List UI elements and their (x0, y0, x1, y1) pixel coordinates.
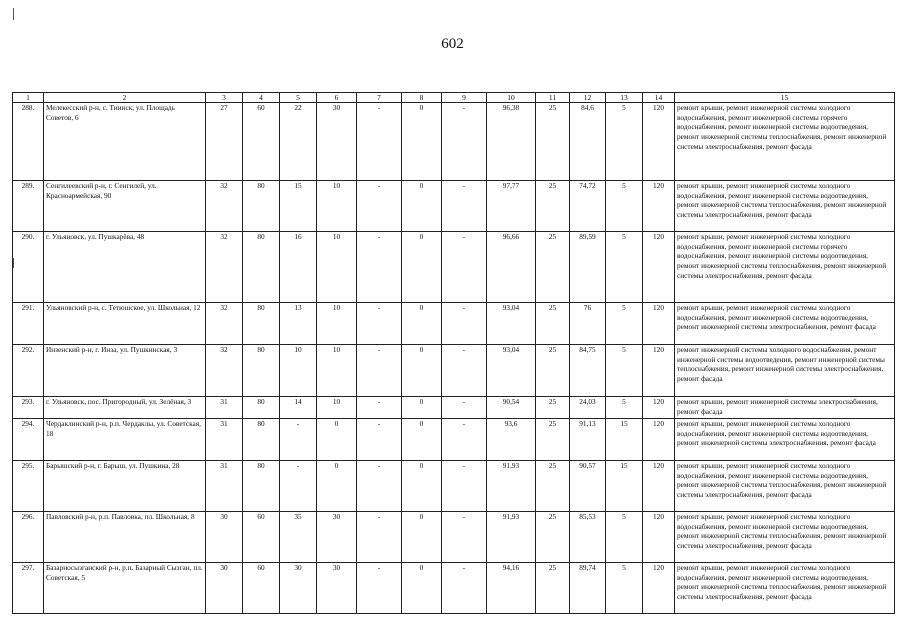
table-cell: 5 (606, 303, 643, 345)
table-cell: 25 (536, 303, 570, 345)
table-cell: 35 (280, 512, 317, 563)
table-cell: 94,16 (487, 563, 536, 614)
column-header: 9 (442, 93, 487, 103)
works-cell: ремонт инженерной системы холодного водоснабжения, ремонт инженерной системы водоотведения, ремонт инженерной системы теплоснабжения, ремонт инженерной системы электроснабжения, ремонт фасада (675, 345, 895, 397)
table-cell: 80 (243, 461, 280, 512)
table-row (13, 303, 895, 345)
table-cell: 5 (606, 512, 643, 563)
address-cell: Барышский р-н, г. Барыш, ул. Пушкина, 28 (44, 461, 206, 512)
works-cell: ремонт крыши, ремонт инженерной системы электроснабжения, ремонт фасада (675, 397, 895, 419)
column-header: 7 (357, 93, 402, 103)
column-header: 4 (243, 93, 280, 103)
table-cell: - (442, 232, 487, 303)
table-cell: 10 (317, 181, 357, 232)
table-cell: 90,54 (487, 397, 536, 419)
table-cell: 0 (317, 419, 357, 461)
table-cell: 0 (402, 397, 442, 419)
page-number: 602 (441, 36, 464, 52)
column-header: 11 (536, 93, 570, 103)
table-cell: 91,93 (487, 512, 536, 563)
table-cell: 0 (317, 461, 357, 512)
table-cell: 30 (317, 103, 357, 181)
column-header: 14 (643, 93, 675, 103)
table-cell: 120 (643, 563, 675, 614)
address-cell: Чердаклинский р-н, р.п. Чердаклы, ул. Советская, 18 (44, 419, 206, 461)
table-cell: 84,6 (570, 103, 606, 181)
table-cell: 31 (206, 397, 243, 419)
address-cell: г. Ульяновск, пос. Пригородный, ул. Зелёная, 3 (44, 397, 206, 419)
table-cell: 80 (243, 345, 280, 397)
table-cell: 60 (243, 103, 280, 181)
table-cell: 93,04 (487, 303, 536, 345)
row-number: 290. (13, 232, 44, 303)
table-cell: 0 (402, 103, 442, 181)
table-cell: - (357, 563, 402, 614)
table-cell: 76 (570, 303, 606, 345)
table-cell: 10 (317, 397, 357, 419)
table-cell: 25 (536, 232, 570, 303)
table-cell: 120 (643, 232, 675, 303)
row-number: 295. (13, 461, 44, 512)
row-number: 294. (13, 419, 44, 461)
column-header: 8 (402, 93, 442, 103)
table-cell: - (357, 419, 402, 461)
table-cell: 120 (643, 461, 675, 512)
table-cell: 30 (317, 512, 357, 563)
table-cell: 31 (206, 419, 243, 461)
table-cell: - (442, 563, 487, 614)
table-cell: 25 (536, 419, 570, 461)
table-cell: 32 (206, 345, 243, 397)
column-header: 10 (487, 93, 536, 103)
repair-table (12, 92, 895, 614)
table-cell: 74,72 (570, 181, 606, 232)
column-header: 2 (44, 93, 206, 103)
table-cell: - (357, 303, 402, 345)
table-cell: - (357, 181, 402, 232)
table-cell: - (357, 397, 402, 419)
works-cell: ремонт крыши, ремонт инженерной системы холодного водоснабжения, ремонт инженерной системы водоотведения, ремонт инженерной системы теплоснабжения, ремонт инженерной системы электроснабжения, ремонт фасада (675, 563, 895, 614)
table-row (13, 232, 895, 303)
table-cell: 80 (243, 419, 280, 461)
table-cell: 84,75 (570, 345, 606, 397)
table-cell: 5 (606, 345, 643, 397)
table-cell: 5 (606, 563, 643, 614)
table-row (13, 181, 895, 232)
table-cell: 25 (536, 345, 570, 397)
table-cell: 120 (643, 181, 675, 232)
table-cell: - (442, 103, 487, 181)
column-header: 3 (206, 93, 243, 103)
table-cell: 32 (206, 232, 243, 303)
table-cell: 97,77 (487, 181, 536, 232)
table-cell: 0 (402, 181, 442, 232)
table-cell: 120 (643, 345, 675, 397)
table-cell: 25 (536, 512, 570, 563)
table-cell: 32 (206, 303, 243, 345)
address-cell: Сенгилеевский р-н, г. Сенгилей, ул. Красноармейская, 90 (44, 181, 206, 232)
table-cell: 30 (317, 563, 357, 614)
table-cell: 91,13 (570, 419, 606, 461)
row-number: 288. (13, 103, 44, 181)
table-cell: 5 (606, 397, 643, 419)
table-cell: 25 (536, 563, 570, 614)
table-row (13, 419, 895, 461)
table-cell: 25 (536, 397, 570, 419)
table-row (13, 563, 895, 614)
table-cell: 25 (536, 103, 570, 181)
table-cell: - (357, 461, 402, 512)
table-cell: 120 (643, 303, 675, 345)
table-cell: 25 (536, 461, 570, 512)
table-cell: 30 (206, 512, 243, 563)
table-cell: - (442, 397, 487, 419)
row-number: 293. (13, 397, 44, 419)
works-cell: ремонт крыши, ремонт инженерной системы холодного водоснабжения, ремонт инженерной системы водоотведения, ремонт инженерной системы теплоснабжения, ремонт инженерной системы электроснабжения, ремонт фасада (675, 461, 895, 512)
table-cell: - (442, 512, 487, 563)
table-cell: 85,53 (570, 512, 606, 563)
column-header: 6 (317, 93, 357, 103)
row-number: 291. (13, 303, 44, 345)
table-cell: 89,74 (570, 563, 606, 614)
table-cell: 10 (317, 345, 357, 397)
table-row (13, 461, 895, 512)
table-row (13, 512, 895, 563)
table-cell: 22 (280, 103, 317, 181)
table-cell: 80 (243, 303, 280, 345)
table-cell: 0 (402, 232, 442, 303)
column-header: 1 (13, 93, 44, 103)
table-header-row (13, 93, 895, 103)
table-cell: - (442, 181, 487, 232)
works-cell: ремонт крыши, ремонт инженерной системы холодного водоснабжения, ремонт инженерной системы водоотведения, ремонт инженерной системы электроснабжения, ремонт фасада (675, 303, 895, 345)
table-cell: - (357, 512, 402, 563)
row-number: 297. (13, 563, 44, 614)
table-cell: 5 (606, 103, 643, 181)
table-cell: 0 (402, 512, 442, 563)
table-cell: 13 (280, 303, 317, 345)
table-cell: - (442, 303, 487, 345)
table-cell: - (442, 345, 487, 397)
table-cell: - (280, 461, 317, 512)
table-cell: - (357, 232, 402, 303)
table-cell: 80 (243, 397, 280, 419)
table-cell: 0 (402, 419, 442, 461)
works-cell: ремонт крыши, ремонт инженерной системы холодного водоснабжения, ремонт инженерной системы водоотведения, ремонт инженерной системы электроснабжения, ремонт фасада (675, 419, 895, 461)
works-cell: ремонт крыши, ремонт инженерной системы холодного водоснабжения, ремонт инженерной системы горячего водоснабжения, ремонт инженерной системы водоотведения, ремонт инженерной системы теплоснабжения, ремонт инженерной системы электроснабжения, ремонт фасада (675, 232, 895, 303)
address-cell: Ульяновский р-н, с. Тетюшское, ул. Школьная, 12 (44, 303, 206, 345)
table-row (13, 103, 895, 181)
table-cell: 10 (317, 232, 357, 303)
margin-mark-top (13, 8, 14, 20)
table-cell: 120 (643, 419, 675, 461)
works-cell: ремонт крыши, ремонт инженерной системы холодного водоснабжения, ремонт инженерной системы водоотведения, ремонт инженерной системы теплоснабжения, ремонт инженерной системы электроснабжения, ремонт фасада (675, 512, 895, 563)
column-header: 15 (675, 93, 895, 103)
works-cell: ремонт крыши, ремонт инженерной системы холодного водоснабжения, ремонт инженерной системы горячего водоснабжения, ремонт инженерной системы водоотведения, ремонт инженерной системы теплоснабжения, ремонт инженерной системы электроснабжения, ремонт фасада (675, 103, 895, 181)
address-cell: Инзенский р-н, г. Инза, ул. Пушкинская, 3 (44, 345, 206, 397)
table-cell: 5 (606, 181, 643, 232)
table-cell: 32 (206, 181, 243, 232)
table-cell: 16 (280, 232, 317, 303)
table-cell: 91,93 (487, 461, 536, 512)
table-cell: 25 (536, 181, 570, 232)
table-cell: - (280, 419, 317, 461)
column-header: 5 (280, 93, 317, 103)
table-cell: 10 (317, 303, 357, 345)
row-number: 296. (13, 512, 44, 563)
table-cell: 15 (606, 419, 643, 461)
table-cell: 96,38 (487, 103, 536, 181)
table-cell: 0 (402, 461, 442, 512)
table-row (13, 397, 895, 419)
table-cell: 31 (206, 461, 243, 512)
table-cell: 96,66 (487, 232, 536, 303)
table-row (13, 345, 895, 397)
table-cell: 120 (643, 397, 675, 419)
table-cell: 24,03 (570, 397, 606, 419)
column-header: 13 (606, 93, 643, 103)
table-cell: 120 (643, 512, 675, 563)
table-cell: 5 (606, 232, 643, 303)
table-cell: 0 (402, 345, 442, 397)
table-cell: - (357, 103, 402, 181)
table-cell: 60 (243, 563, 280, 614)
works-cell: ремонт крыши, ремонт инженерной системы холодного водоснабжения, ремонт инженерной системы водоотведения, ремонт инженерной системы теплоснабжения, ремонт инженерной системы электроснабжения, ремонт фасада (675, 181, 895, 232)
table-cell: 27 (206, 103, 243, 181)
table-cell: 0 (402, 303, 442, 345)
table-cell: - (442, 419, 487, 461)
table-cell: 90,57 (570, 461, 606, 512)
table-cell: 30 (280, 563, 317, 614)
address-cell: г. Ульяновск, ул. Пушкарёва, 48 (44, 232, 206, 303)
table-cell: 120 (643, 103, 675, 181)
column-header: 12 (570, 93, 606, 103)
table-cell: 15 (280, 181, 317, 232)
table-cell: 0 (402, 563, 442, 614)
row-number: 289. (13, 181, 44, 232)
table-cell: 89,59 (570, 232, 606, 303)
table-cell: 14 (280, 397, 317, 419)
address-cell: Мелекесский р-н, с. Тиинск, ул. Площадь Советов, 6 (44, 103, 206, 181)
table-cell: 80 (243, 181, 280, 232)
table-cell: 80 (243, 232, 280, 303)
address-cell: Базарносызганский р-н, р.п. Базарный Сызган, пл. Советская, 5 (44, 563, 206, 614)
table-cell: 60 (243, 512, 280, 563)
table-cell: 93,04 (487, 345, 536, 397)
address-cell: Павловский р-н, р.п. Павловка, пл. Школьная, 8 (44, 512, 206, 563)
table-cell: 10 (280, 345, 317, 397)
table-cell: - (357, 345, 402, 397)
table-cell: - (442, 461, 487, 512)
table-cell: 30 (206, 563, 243, 614)
row-number: 292. (13, 345, 44, 397)
table-cell: 15 (606, 461, 643, 512)
table-cell: 93,6 (487, 419, 536, 461)
